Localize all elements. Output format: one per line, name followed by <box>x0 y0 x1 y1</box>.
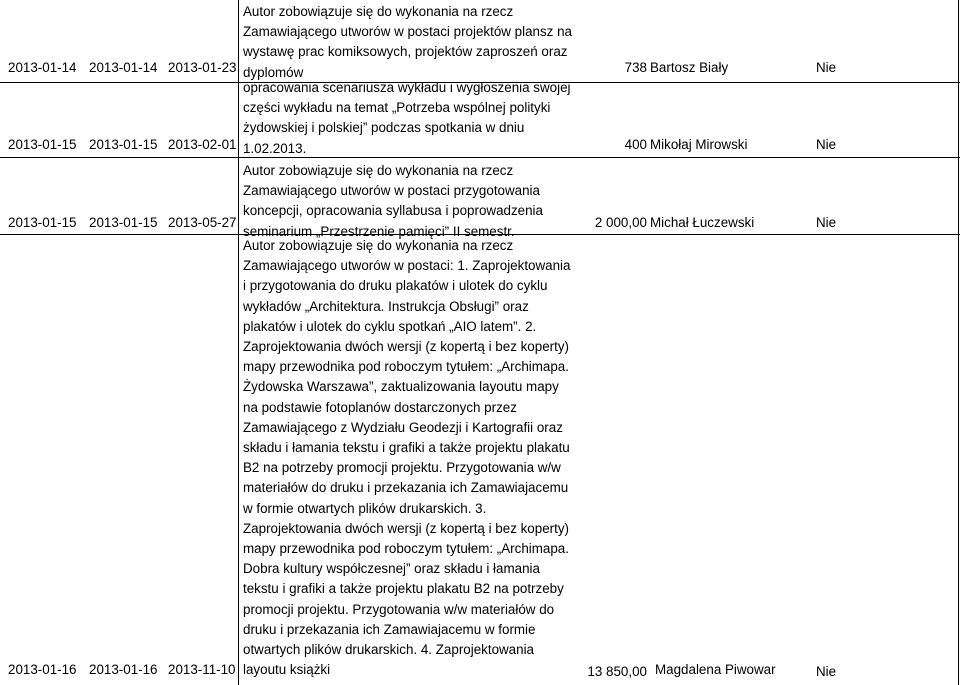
amount-cell: 2 000,00 <box>594 215 647 230</box>
table-row <box>0 0 960 82</box>
person-cell: Bartosz Biały <box>650 60 729 75</box>
date-cell: 2013-02-01 <box>168 137 237 152</box>
date-cell: 2013-01-16 <box>89 662 158 677</box>
amount-cell: 738 <box>624 60 647 75</box>
amount-cell: 13 850,00 <box>587 664 647 679</box>
table-row <box>0 157 960 239</box>
amount-cell: 400 <box>624 137 647 152</box>
date-cell: 2013-01-16 <box>8 662 77 677</box>
flag-cell: Nie <box>816 664 837 679</box>
date-cell: 2013-11-10 <box>168 662 236 677</box>
date-cell: 2013-01-15 <box>89 137 158 152</box>
person-cell: Mikołaj Mirowski <box>650 137 748 152</box>
date-cell: 2013-05-27 <box>168 215 237 230</box>
date-cell: 2013-01-14 <box>89 60 158 75</box>
person-cell: Michał Łuczewski <box>650 215 755 230</box>
description-cell: Autor zobowiązuje się do wykonania na rzecz Zamawiającego utworów w postaci projektów plansz na wystawę prac komiksowych, projektów zaproszeń oraz dyplomów <box>243 4 572 80</box>
table-row <box>0 82 960 157</box>
flag-cell: Nie <box>816 60 837 75</box>
date-cell: 2013-01-15 <box>8 215 77 230</box>
description-cell: opracowania scenariusza wykładu i wygłoszenia swojej części wykładu na temat „Potrzeba wspólnej polityki żydowskiej i polskiej” podczas spotkania w dniu 1.02.2013. <box>243 80 571 156</box>
flag-cell: Nie <box>816 137 837 152</box>
table-row <box>0 234 960 685</box>
flag-cell: Nie <box>816 215 837 230</box>
person-cell: Magdalena Piwowar <box>655 662 776 677</box>
date-cell: 2013-01-15 <box>89 215 158 230</box>
date-cell: 2013-01-14 <box>8 60 77 75</box>
description-cell: Autor zobowiązuje się do wykonania na rzecz Zamawiającego utworów w postaci przygotowania koncepcji, opracowania syllabusa i poprowadzenia seminarium „Przestrzenie pamięci” II semestr. <box>243 163 543 239</box>
date-cell: 2013-01-15 <box>8 137 77 152</box>
date-cell: 2013-01-23 <box>168 60 237 75</box>
description-cell: Autor zobowiązuje się do wykonania na rzecz Zamawiającego utworów w postaci: 1. Zaprojektowania i przygotowania do druku plakatów i ulotek do cyklu wykładów „Architektura. Instrukcja Obsługi” oraz plakatów i ulotek do cyklu spotkań „AIO latem”. 2. Zaprojektowania dwóch wersji (z kopertą i bez koperty) mapy przewodnika pod roboczym tytułem: „Archimapa. Żydowska Warszawa”, zaktualizowania layoutu mapy na podstawie fotoplanów dostarczonych przez Zamawiającego z Wydziału Geodezji i Kartografii oraz składu i łamania tekstu i grafiki a także projektu plakatu B2 na potrzeby promocji projektu. Przygotowania w/w materiałów do druku i przekazania ich Zamawiajacemu w formie otwartych plików drukarskich. 3. Zaprojektowania dwóch wersji (z kopertą i bez koperty) mapy przewodnika pod roboczym tytułem: „Archimapa. Dobra kultury współczesnej” oraz składu i łamania tekstu i grafiki a także projektu plakatu B2 na potrzeby promocji projektu. Przygotowania w/w materiałów do druku i przekazania ich Zamawiajacemu w formie otwartych plików drukarskich. 4. Zaprojektowania layoutu książki <box>243 238 571 678</box>
